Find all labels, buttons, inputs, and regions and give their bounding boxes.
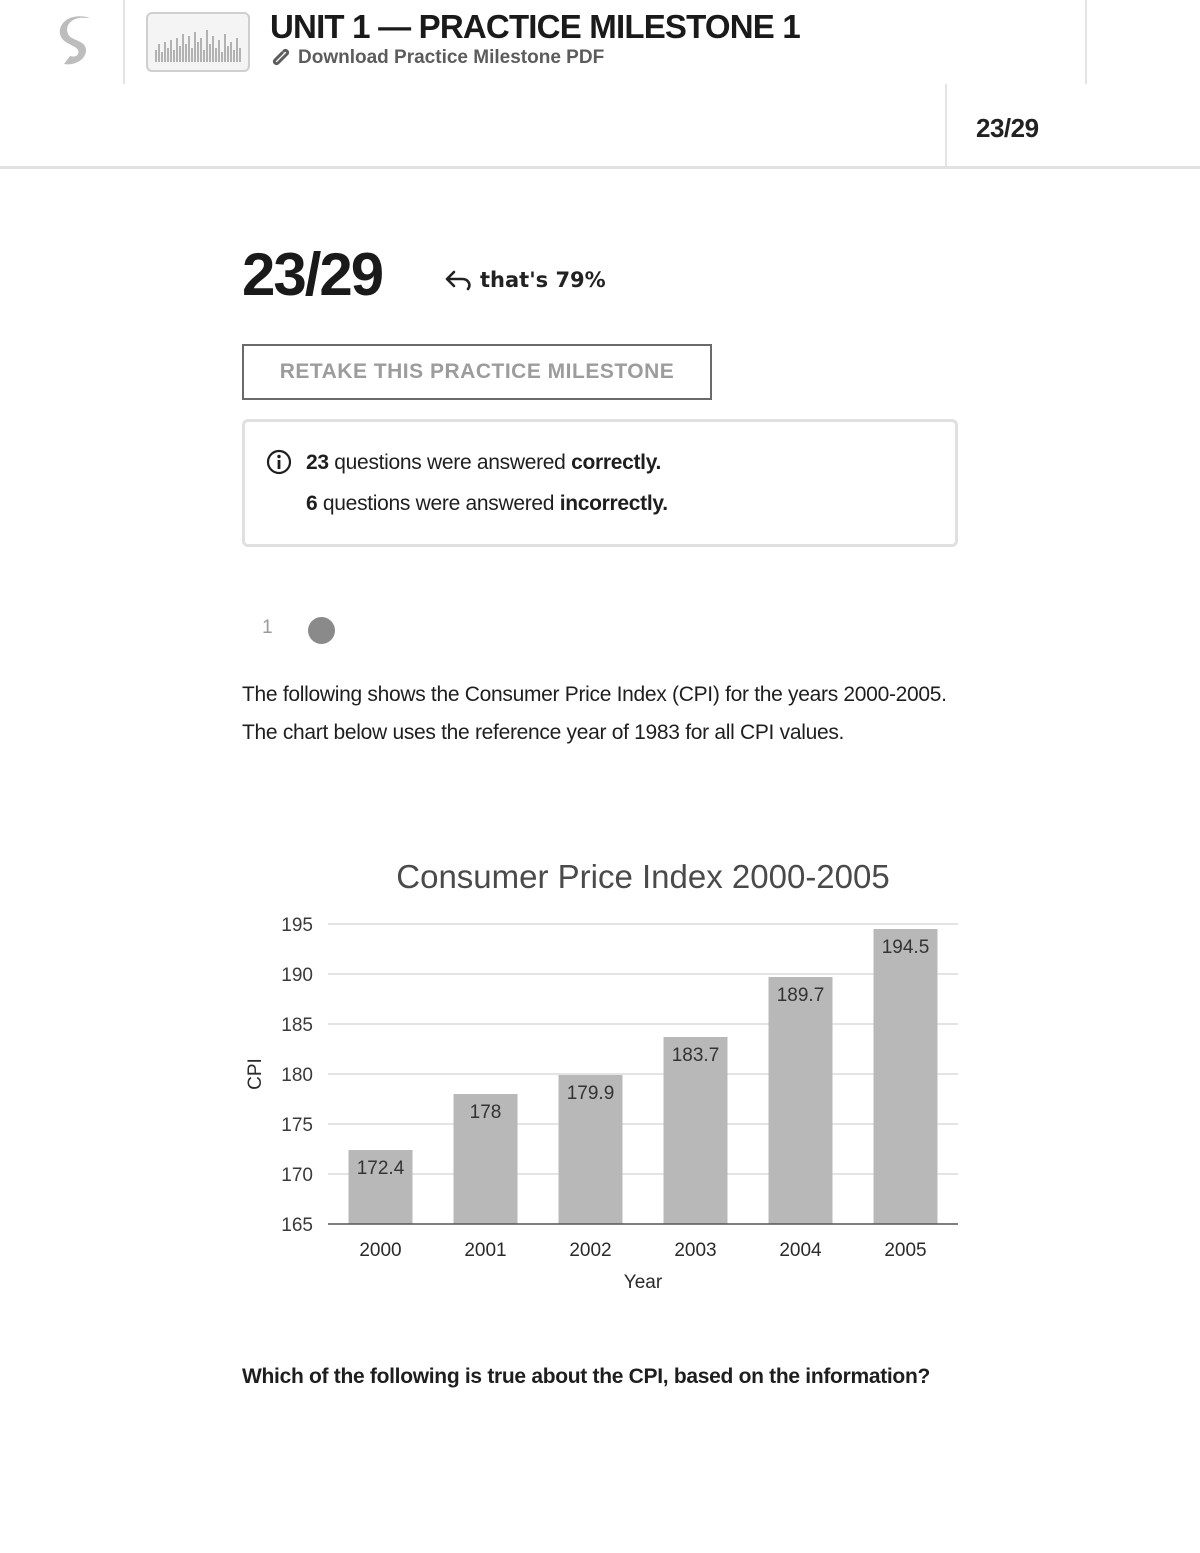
- results-summary-box: [242, 419, 958, 547]
- chart-title: Consumer Price Index 2000-2005: [396, 858, 890, 895]
- download-pdf-link[interactable]: [270, 47, 604, 69]
- info-icon: [266, 449, 292, 475]
- question-prompt: The following shows the Consumer Price Index (CPI) for the years 2000-2005. The chart below uses the reference year of 1983 for all CPI values.: [242, 683, 947, 744]
- percent-note: [444, 268, 606, 292]
- incorrect-text: questions were answered: [317, 492, 560, 515]
- data-label: 178: [469, 1102, 502, 1123]
- incorrect-word: incorrectly.: [559, 492, 668, 515]
- question-ask: Which of the following is true about the CPI, based on the information?: [242, 1365, 931, 1388]
- x-tick-label: 2001: [464, 1240, 507, 1261]
- correct-text: questions were answered: [328, 451, 572, 474]
- correct-count: 23: [306, 451, 329, 474]
- y-tick-label: 165: [281, 1215, 313, 1236]
- y-tick-label: 170: [281, 1165, 313, 1186]
- y-axis-label: CPI: [245, 1058, 266, 1090]
- score-heading: 23/29: [242, 241, 383, 308]
- bar-2005: [874, 929, 938, 1224]
- y-tick-label: 195: [281, 915, 313, 936]
- thumbnail-bars-icon: [148, 14, 248, 70]
- data-label: 179.9: [566, 1083, 615, 1104]
- x-axis-label: Year: [623, 1272, 663, 1293]
- data-label: 189.7: [776, 985, 825, 1006]
- curved-arrow-icon: [444, 268, 474, 292]
- header-bottom-rule: [0, 166, 1200, 169]
- correct-summary: [306, 451, 661, 475]
- bar-2004: [769, 977, 833, 1224]
- data-label: 194.5: [881, 937, 930, 958]
- sophia-s-logo-icon[interactable]: [56, 14, 98, 70]
- header-divider: [1085, 0, 1087, 84]
- y-tick-label: 180: [281, 1065, 313, 1086]
- x-tick-label: 2003: [674, 1240, 717, 1261]
- y-tick-label: 175: [281, 1115, 313, 1136]
- data-label: 172.4: [356, 1158, 405, 1179]
- x-tick-label: 2000: [359, 1240, 402, 1261]
- paperclip-icon: [270, 48, 290, 68]
- download-pdf-label[interactable]: Download Practice Milestone PDF: [298, 47, 605, 68]
- incorrect-count: 6: [306, 492, 318, 515]
- milestone-thumbnail: [146, 12, 250, 72]
- x-tick-label: 2002: [569, 1240, 612, 1261]
- x-tick-label: 2005: [884, 1240, 927, 1261]
- score-readout: 23/29: [976, 113, 1039, 143]
- question-status-dot[interactable]: [308, 617, 335, 644]
- retake-button[interactable]: RETAKE THIS PRACTICE MILESTONE: [242, 344, 712, 400]
- percent-note-text: that's 79%: [480, 268, 606, 292]
- correct-word: correctly.: [571, 451, 662, 474]
- x-tick-label: 2004: [779, 1240, 822, 1261]
- data-label: 183.7: [671, 1045, 720, 1066]
- incorrect-summary: [306, 492, 668, 516]
- page-title: UNIT 1 — PRACTICE MILESTONE 1: [270, 8, 800, 45]
- question-number: 1: [262, 617, 273, 638]
- y-tick-label: 190: [281, 965, 313, 986]
- cpi-bar-chart: [230, 850, 970, 1300]
- score-cell-divider: [945, 84, 947, 168]
- y-tick-label: 185: [281, 1015, 313, 1036]
